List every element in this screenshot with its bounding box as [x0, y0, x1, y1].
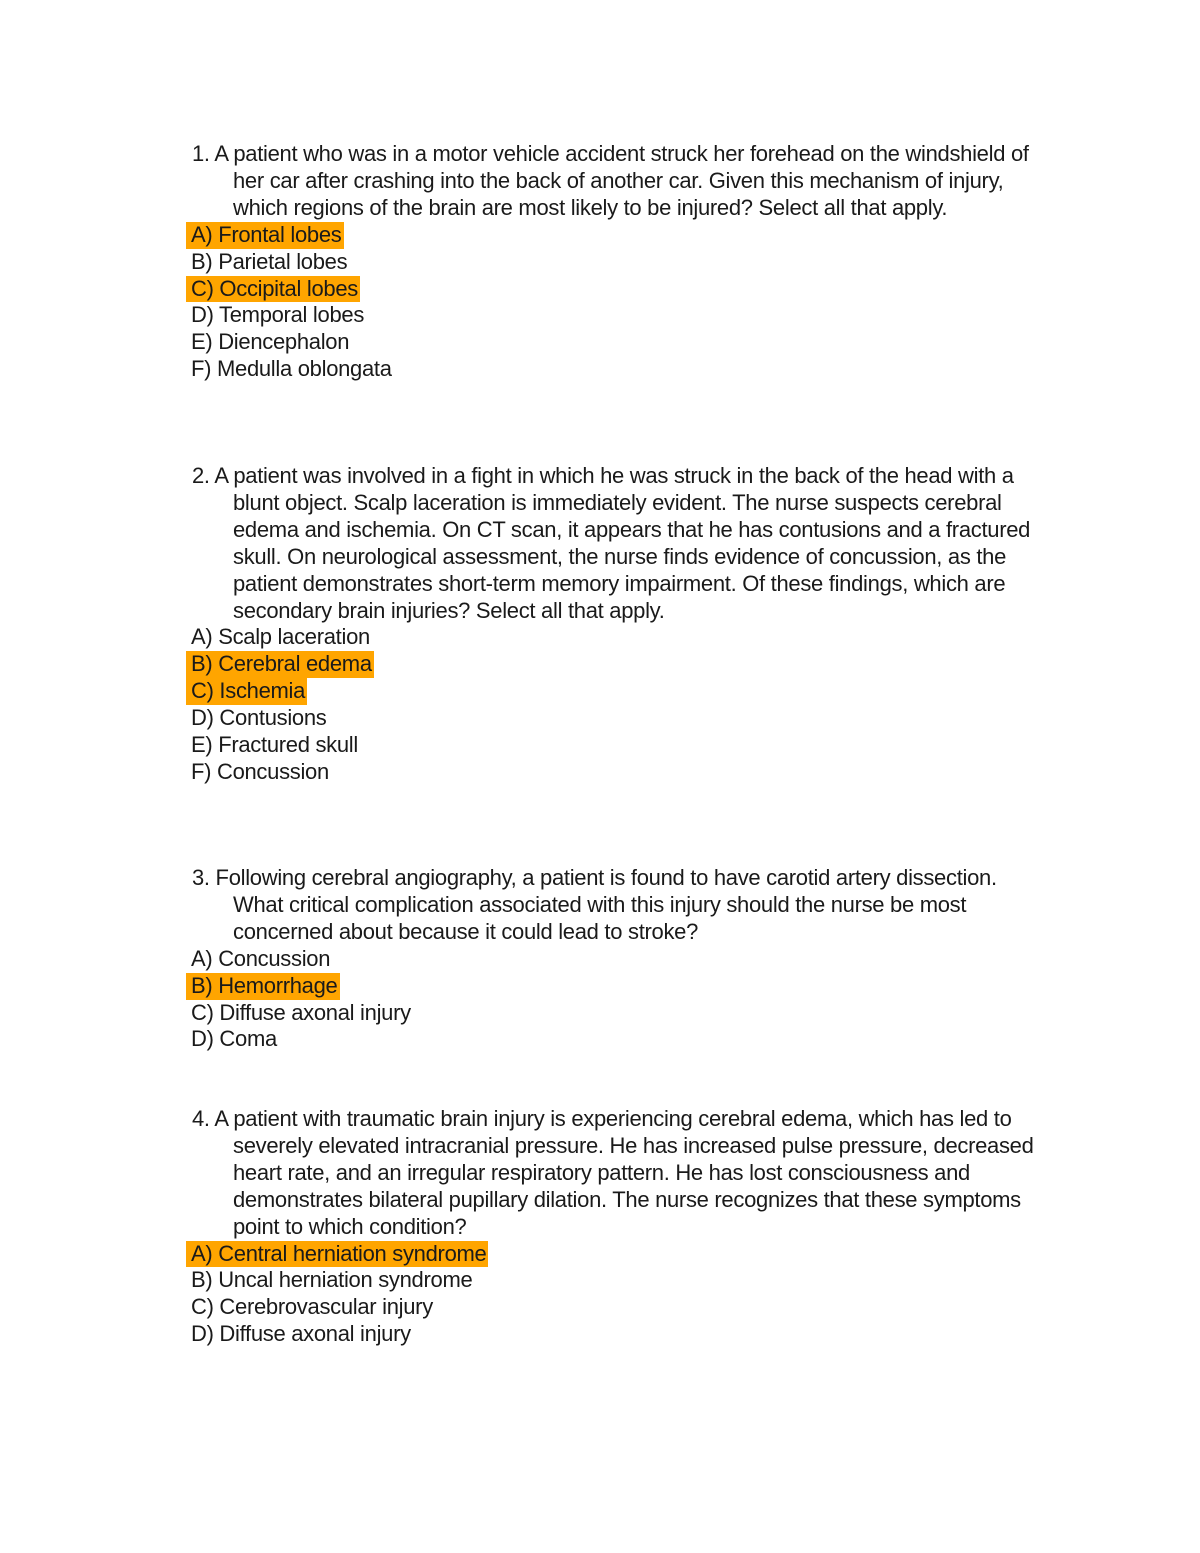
answer-option	[186, 1241, 1046, 1268]
option-text: B) Uncal herniation syndrome	[191, 1267, 473, 1293]
answer-option	[186, 624, 1046, 651]
answer-option	[186, 356, 1046, 383]
option-text: B) Parietal lobes	[191, 248, 348, 274]
question-stem: 3. Following cerebral angiography, a patient is found to have carotid artery dissection. What critical complication associated with this injury should the nurse be most concerned about because it could lead to stroke?	[192, 865, 997, 944]
option-text: C) Ischemia	[186, 678, 307, 705]
answer-option	[186, 222, 1046, 249]
option-text: E) Fractured skull	[191, 732, 358, 757]
answer-option	[186, 759, 1046, 786]
option-text: B) Cerebral edema	[186, 651, 374, 678]
answer-option	[186, 1000, 1046, 1027]
answer-option	[186, 1294, 1046, 1321]
option-text: F) Concussion	[191, 758, 329, 784]
answer-options	[186, 624, 1046, 785]
option-text: D) Contusions	[191, 705, 327, 731]
option-text: D) Temporal lobes	[191, 302, 365, 328]
answer-options	[186, 1241, 1046, 1349]
answer-option	[186, 1267, 1046, 1294]
answer-option	[186, 732, 1046, 759]
answer-options	[186, 946, 1046, 1054]
option-text: A) Scalp laceration	[191, 624, 370, 650]
option-text: A) Central herniation syndrome	[186, 1241, 488, 1268]
option-text: C) Diffuse axonal injury	[191, 999, 411, 1025]
question-stem: 4. A patient with traumatic brain injury is experiencing cerebral edema, which has led to severely elevated intracranial pressure. He has increased pulse pressure, decreased heart rate, and an irregular respiratory pattern. He has lost consciousness and demonstrates bilateral pupillary dilation. The nurse recognizes that these symptoms point to which condition?	[192, 1106, 1034, 1239]
answer-option	[186, 276, 1046, 303]
answer-option	[186, 1321, 1046, 1348]
option-text: D) Coma	[191, 1026, 277, 1052]
option-text: C) Cerebrovascular injury	[191, 1294, 433, 1320]
option-text: A) Concussion	[191, 945, 331, 971]
answer-option	[186, 329, 1046, 356]
question-4	[186, 1106, 1046, 1348]
option-text: D) Diffuse axonal injury	[191, 1321, 411, 1347]
answer-option	[186, 249, 1046, 276]
option-text: F) Medulla oblongata	[191, 356, 392, 382]
answer-option	[186, 946, 1046, 973]
answer-option	[186, 651, 1046, 678]
question-2	[186, 463, 1046, 786]
answer-options	[186, 222, 1046, 383]
answer-option	[186, 973, 1046, 1000]
question-1	[186, 141, 1046, 383]
answer-option	[186, 1026, 1046, 1053]
option-text: C) Occipital lobes	[186, 276, 360, 303]
option-text: B) Hemorrhage	[186, 973, 340, 1000]
answer-option	[186, 705, 1046, 732]
answer-option	[186, 678, 1046, 705]
option-text: E) Diencephalon	[191, 329, 350, 355]
question-stem: 2. A patient was involved in a fight in which he was struck in the back of the head with a blunt object. Scalp laceration is immediately evident. The nurse suspects cerebral edema and ischemia. On CT scan, it appears that he has contusions and a fractured skull. On neurological assessment, the nurse finds evidence of concussion, as the patient demonstrates short-term memory impairment. Of these findings, which are secondary brain injuries? Select all that apply.	[192, 463, 1031, 623]
question-stem: 1. A patient who was in a motor vehicle accident struck her forehead on the windshield of her car after crashing into the back of another car. Given this mechanism of injury, which regions of the brain are most likely to be injured? Select all that apply.	[192, 141, 1029, 220]
option-text: A) Frontal lobes	[186, 222, 344, 249]
question-3	[186, 865, 1046, 1053]
answer-option	[186, 302, 1046, 329]
